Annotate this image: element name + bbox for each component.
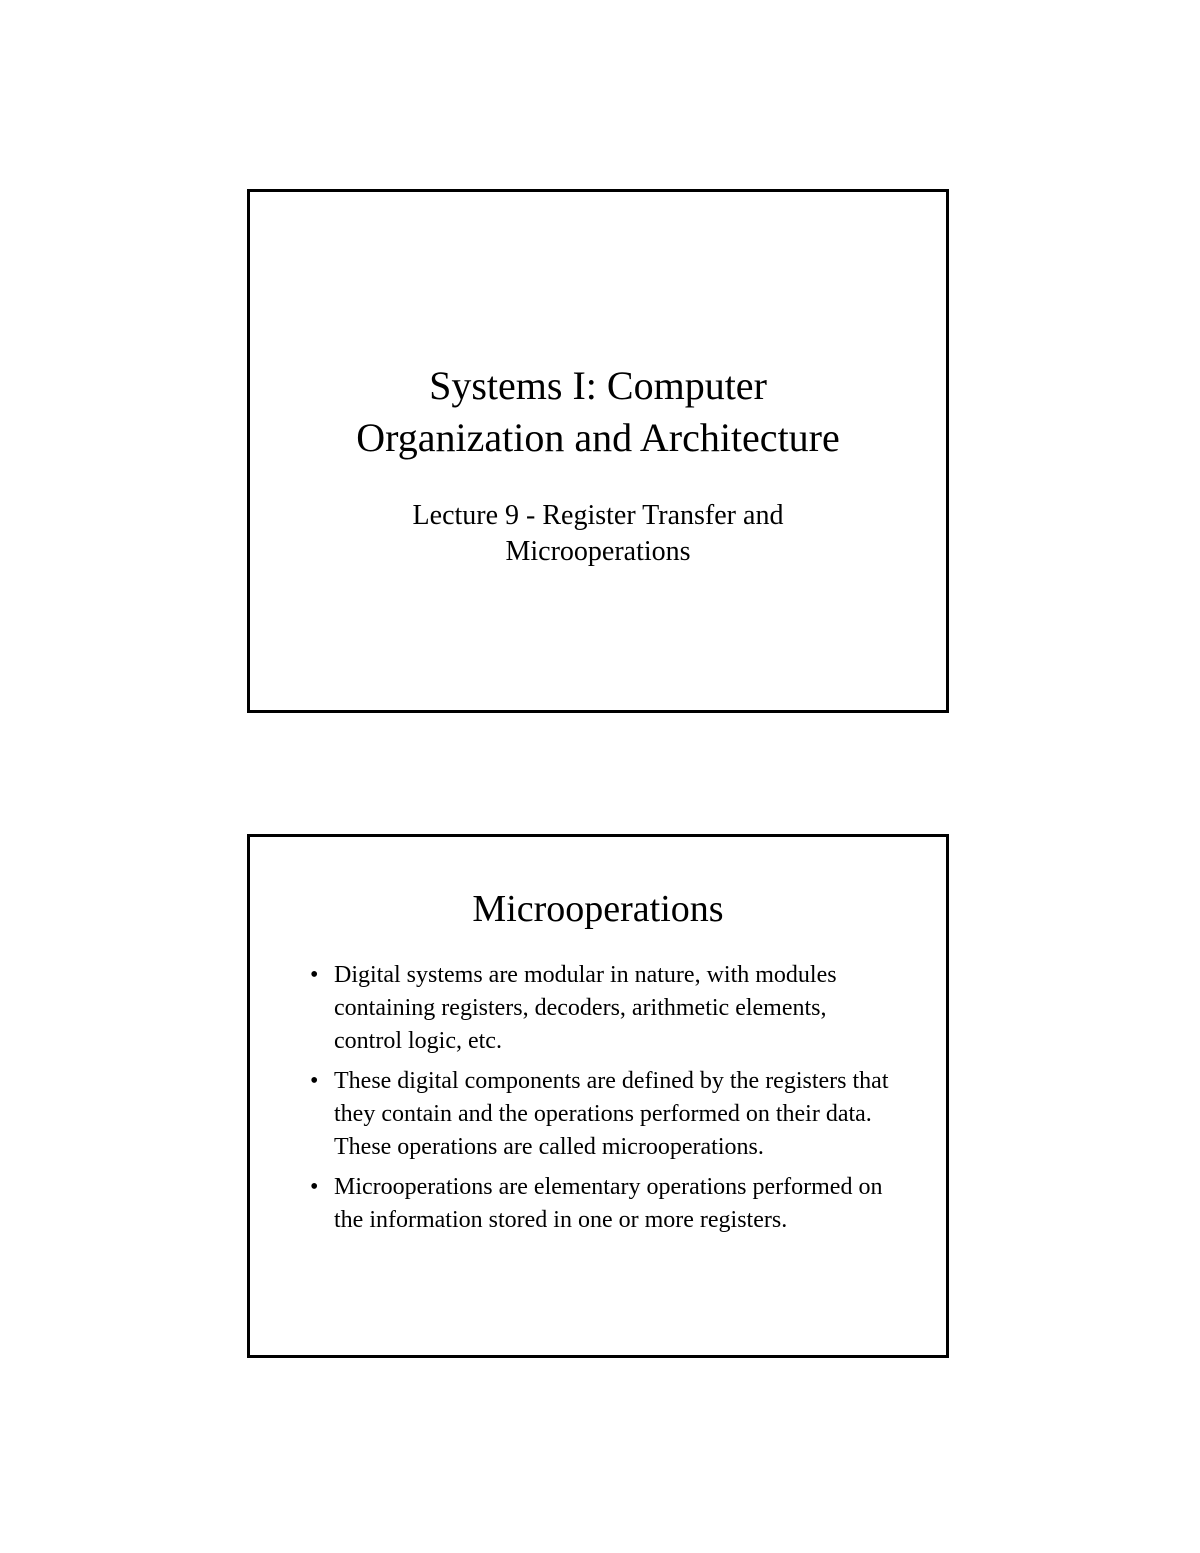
subtitle-line-2: Microoperations xyxy=(505,536,691,567)
bullet-list xyxy=(308,959,898,1244)
bullet-icon: • xyxy=(310,1174,319,1200)
slide-title xyxy=(250,360,946,464)
bullet-text: Digital systems are modular in nature, with modules containing registers, decoders, arithmetic elements, control logic, etc. xyxy=(334,962,837,1054)
title-slide xyxy=(247,189,949,713)
bullet-item xyxy=(308,1065,898,1164)
bullet-item xyxy=(308,959,898,1058)
bullet-icon: • xyxy=(310,962,319,988)
bullet-icon: • xyxy=(310,1068,319,1094)
subtitle-line-1: Lecture 9 - Register Transfer and xyxy=(412,500,784,531)
bullet-text: These digital components are defined by the registers that they contain and the operations performed on their data. These operations are called microoperations. xyxy=(334,1068,889,1160)
bullet-item xyxy=(308,1171,898,1237)
bullet-text: Microoperations are elementary operations performed on the information stored in one or more registers. xyxy=(334,1174,883,1233)
slide-subtitle xyxy=(250,498,946,570)
microoperations-slide xyxy=(247,834,949,1358)
title-line-2: Organization and Architecture xyxy=(356,415,840,460)
title-line-1: Systems I: Computer xyxy=(429,363,767,408)
slide-heading: Microoperations xyxy=(472,888,724,930)
